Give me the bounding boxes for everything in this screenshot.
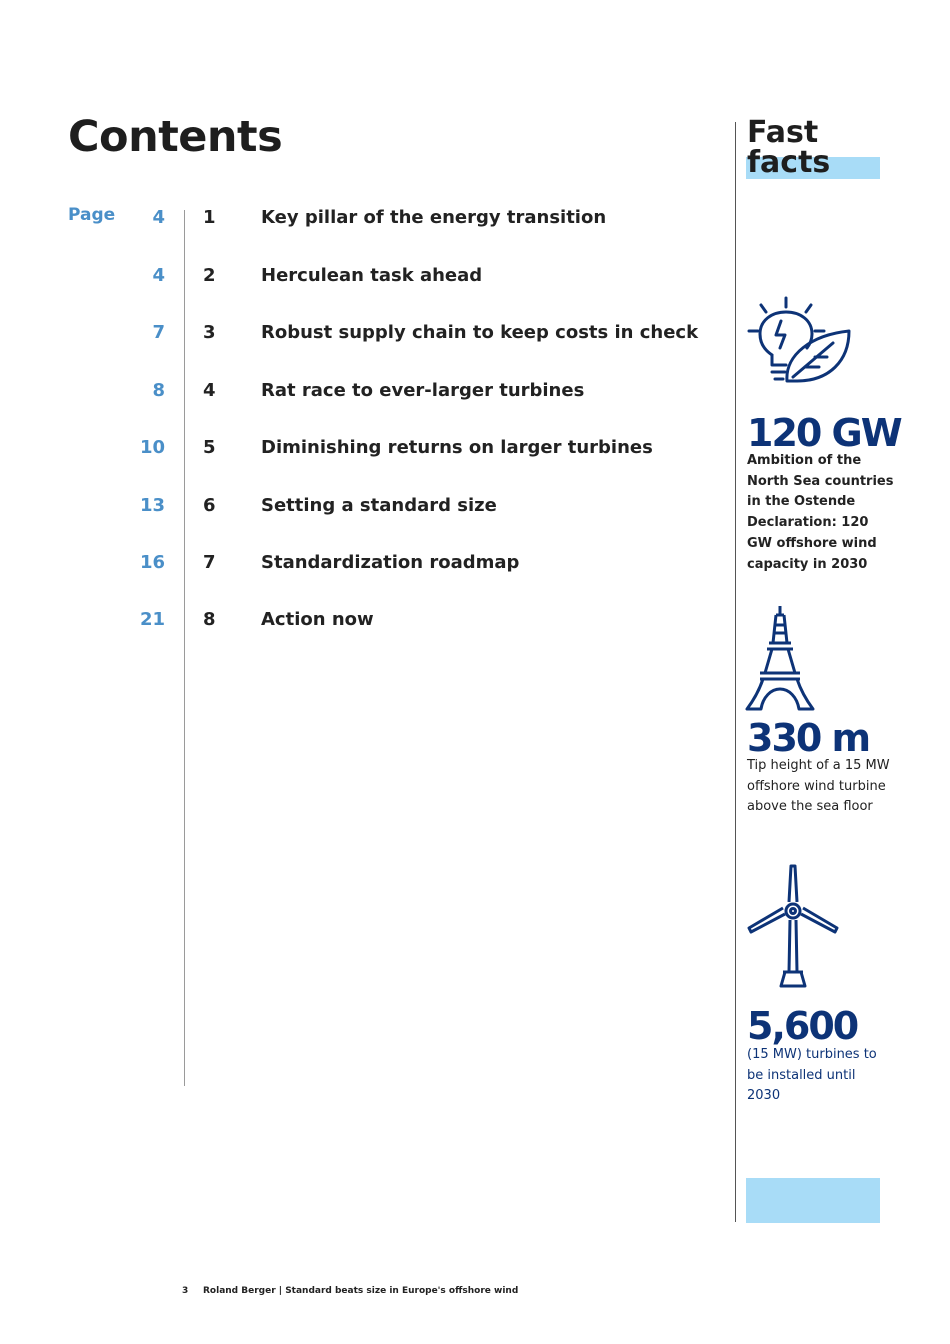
page-title: Contents [68,112,283,162]
fast-facts-divider [735,122,736,1222]
toc-page-number: 4 [152,265,165,286]
toc-chapter-number: 4 [203,380,216,401]
fast-facts-heading-line1: Fast [747,115,819,150]
toc-chapter-number: 8 [203,609,216,630]
eiffel-tower-icon [745,605,815,711]
footer-text: Roland Berger | Standard beats size in Europe's offshore wind [203,1286,519,1296]
toc-chapter-number: 1 [203,207,216,228]
toc-chapter-number: 2 [203,265,216,286]
toc-chapter-title: Action now [261,609,374,630]
toc-entry[interactable] [0,495,700,521]
toc-page-number: 21 [139,609,165,630]
toc-entry[interactable] [0,609,700,635]
toc-chapter-number: 6 [203,495,216,516]
toc-entry[interactable] [0,437,700,463]
fast-facts-heading-line2: facts [747,145,831,180]
toc-entry[interactable] [0,265,700,291]
footer-page-number: 3 [182,1286,189,1296]
lightbulb-leaf-icon [745,295,855,387]
toc-chapter-title: Diminishing returns on larger turbines [261,437,653,458]
toc-page-number: 8 [152,380,165,401]
toc-chapter-title: Robust supply chain to keep costs in check [261,322,699,343]
toc-chapter-title: Herculean task ahead [261,265,483,286]
toc-entry[interactable] [0,207,700,233]
toc-page-number: 16 [139,552,165,573]
fast-facts-heading [747,115,831,180]
fact-description: (15 MW) turbines to be installed until 2030 [747,1047,877,1104]
wind-turbine-icon [745,862,841,990]
toc-chapter-number: 5 [203,437,216,458]
toc-page-number: 7 [152,322,165,343]
toc-chapter-title: Key pillar of the energy transition [261,207,607,228]
toc-page-number: 10 [139,437,165,458]
toc-page-number: 4 [152,207,165,228]
toc-page-number: 13 [139,495,165,516]
toc-entry[interactable] [0,552,700,578]
fact-description: Ambition of the North Sea countries in the Ostende Declaration: 120 GW offshore wind capacity in 2030 [747,453,894,572]
page-column-label: Page [68,205,116,225]
fact-value: 120 GW [747,411,901,455]
fact-value: 5,600 [747,1004,858,1048]
toc-chapter-title: Rat race to ever-larger turbines [261,380,585,401]
decorative-box [746,1178,880,1223]
toc-chapter-title: Setting a standard size [261,495,497,516]
toc-chapter-number: 3 [203,322,216,343]
toc-entry[interactable] [0,322,700,348]
fact-value: 330 m [747,716,870,760]
toc-chapter-number: 7 [203,552,216,573]
toc-entry[interactable] [0,380,700,406]
toc-chapter-title: Standardization roadmap [261,552,520,573]
fact-description: Tip height of a 15 MW offshore wind turbine above the sea floor [747,758,890,815]
